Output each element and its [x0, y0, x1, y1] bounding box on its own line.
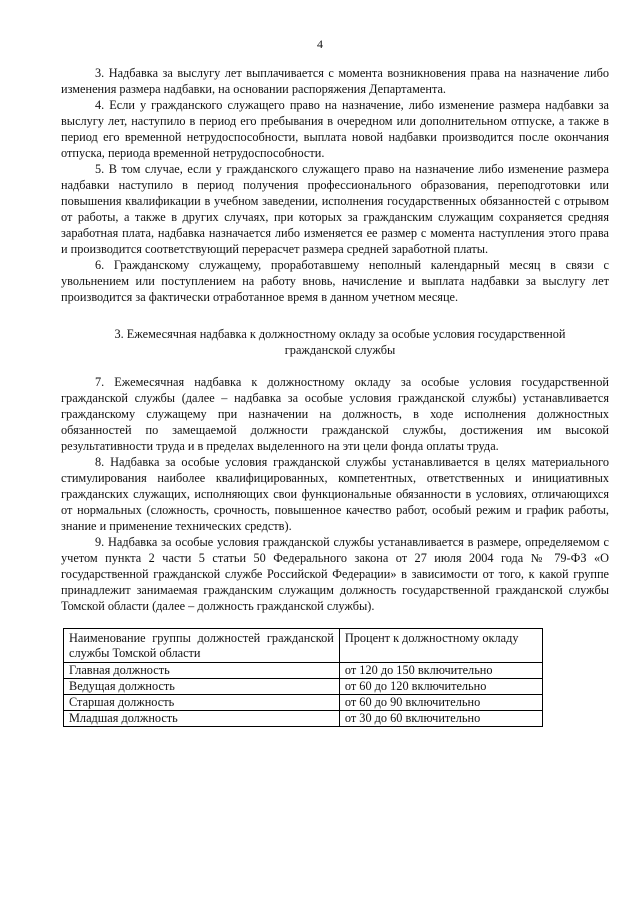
- paragraph-9: 9. Надбавка за особые условия гражданской службы устанавливается в размере, определяемом с учетом пункта 2 части 5 статьи 50 Федерального закона от 27 июля 2004 года № 79-ФЗ «О государственной гражданской службе Российской Федерации» в зависимости от того, к какой группе принадлежит занимаемая гражданским служащим должность государственной гражданской службы Томской области (далее – должность гражданской службы).: [61, 535, 609, 613]
- paragraph-4: 4. Если у гражданского служащего право на назначение, либо изменение размера надбавки за выслугу лет, наступило в период его пребывания в очередном или дополнительном отпуске, а также в период его временной нетрудоспособности, выплата новой надбавки производится после окончания отпуска, периода временной нетрудоспособности.: [61, 98, 609, 160]
- table-row: [64, 679, 543, 695]
- section-heading: 3. Ежемесячная надбавка к должностному окладу за особые условия государственной гражданской службы: [114, 327, 566, 357]
- table-cell: Младшая должность: [64, 711, 340, 727]
- paragraph-8: 8. Надбавка за особые условия гражданской службы устанавливается в целях материального стимулирования наиболее квалифицированных, компетентных, ответственных и инициативных гражданских служащих, исполняющих свои функциональные обязанности в условиях, отличающихся от нормальных (сложность, срочность, повышенное качество работ, особый режим и график работы, знание и применение технических средств).: [61, 455, 609, 533]
- table-row: [64, 711, 543, 727]
- document-body: [61, 65, 609, 727]
- table-cell: Ведущая должность: [64, 679, 340, 695]
- table-row: [64, 695, 543, 711]
- table-cell: от 30 до 60 включительно: [339, 711, 542, 727]
- table-cell: Главная должность: [64, 663, 340, 679]
- paragraph-3: 3. Надбавка за выслугу лет выплачивается с момента возникновения права на назначение либо изменения размера надбавки, на основании распоряжения Департамента.: [61, 66, 609, 96]
- allowance-table: [63, 628, 543, 727]
- paragraph-6: 6. Гражданскому служащему, проработавшему неполный календарный месяц в связи с увольнением или поступлением на работу вновь, начисление и выплата надбавки за выслугу лет производится за фактически отработанное время в данном учетном месяце.: [61, 258, 609, 304]
- table-cell: от 60 до 90 включительно: [339, 695, 542, 711]
- table-row: [64, 663, 543, 679]
- table-cell: Старшая должность: [64, 695, 340, 711]
- page-number: 4: [317, 37, 323, 51]
- table-header-cell: Наименование группы должностей гражданской службы Томской области: [64, 629, 340, 663]
- table-cell: от 120 до 150 включительно: [339, 663, 542, 679]
- table-cell: от 60 до 120 включительно: [339, 679, 542, 695]
- paragraph-7: 7. Ежемесячная надбавка к должностному окладу за особые условия государственной гражданской службы (далее – надбавка за особые условия гражданской службы) устанавливается гражданскому служащему при назначении на должность, в ходе исполнения должностных обязанностей по замещаемой должности гражданской службы, достижения им высокой результативности труда и в пределах выделенного на эти цели фонда оплаты труда.: [61, 375, 609, 453]
- table-header-cell: Процент к должностному окладу: [339, 629, 542, 663]
- table-header-row: [64, 629, 543, 663]
- paragraph-5: 5. В том случае, если у гражданского служащего право на назначение либо изменение размера надбавки наступило в период получения профессионального образования, переподготовки или повышения квалификации в учебном заведении, исполнения государственных обязанностей с отрывом от работы, а также в других случаях, при которых за гражданским служащим сохраняется средняя заработная плата, надбавка назначается либо изменяется ее размер с момента наступления этого права и производится соответствующий перерасчет размера средней заработной платы.: [61, 162, 609, 256]
